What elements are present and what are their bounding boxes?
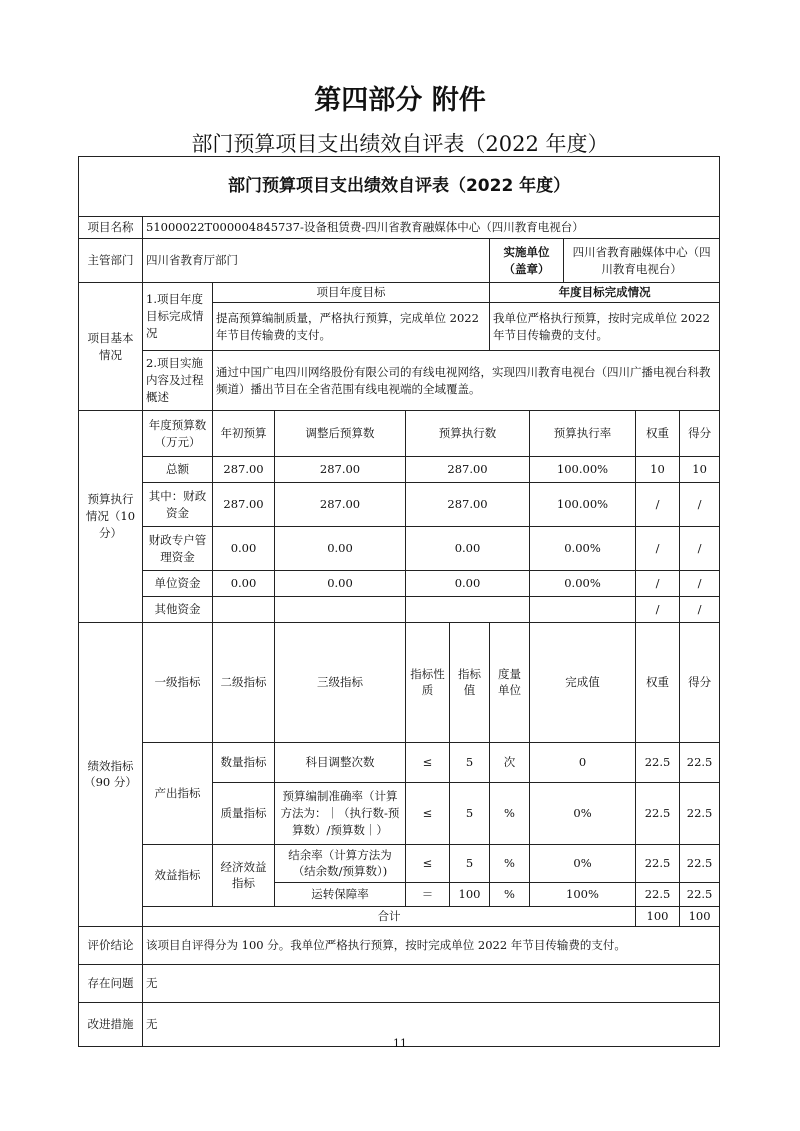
indicator-nature: ≤ xyxy=(406,782,450,844)
budget-initial: 287.00 xyxy=(213,457,275,483)
level2-indicator: 数量指标 xyxy=(213,742,275,782)
indicator-weight: 22.5 xyxy=(636,844,680,882)
indicator-score: 22.5 xyxy=(680,882,720,906)
budget-score: / xyxy=(680,527,720,571)
budget-executed xyxy=(406,597,530,623)
indicator-weight: 22.5 xyxy=(636,742,680,782)
level2-indicator: 质量指标 xyxy=(213,782,275,844)
perf-header: 完成值 xyxy=(530,623,636,743)
indicator-nature: ≤ xyxy=(406,742,450,782)
budget-header: 年初预算 xyxy=(213,411,275,457)
self-evaluation-table xyxy=(78,156,720,1047)
content-label: 2.项目实施内容及过程概述 xyxy=(143,351,213,411)
issues-text: 无 xyxy=(143,964,720,1002)
measures-label: 改进措施 xyxy=(79,1002,143,1046)
budget-header: 年度预算数（万元） xyxy=(143,411,213,457)
perf-header: 度量单位 xyxy=(490,623,530,743)
indicator-nature: ＝ xyxy=(406,882,450,906)
indicator-unit: 次 xyxy=(490,742,530,782)
budget-row-name: 其中：财政资金 xyxy=(143,483,213,527)
goal-completion-label: 1.项目年度目标完成情况 xyxy=(143,283,213,351)
budget-score: 10 xyxy=(680,457,720,483)
impl-unit-value: 四川省教育融媒体中心（四川教育电视台） xyxy=(564,239,720,283)
indicator-actual: 0% xyxy=(530,782,636,844)
goal-text: 提高预算编制质量，严格执行预算，完成单位 2022 年节目传输费的支付。 xyxy=(213,303,490,351)
indicator-unit: % xyxy=(490,782,530,844)
page-number: 11 xyxy=(393,1037,407,1050)
conclusion-text: 该项目自评得分为 100 分。我单位严格执行预算，按时完成单位 2022 年节目传输费的支付。 xyxy=(143,926,720,964)
level3-indicator: 预算编制准确率（计算方法为：｜（执行数-预算数）/预算数｜） xyxy=(275,782,406,844)
budget-row-name: 总额 xyxy=(143,457,213,483)
budget-initial xyxy=(213,597,275,623)
budget-weight: / xyxy=(636,571,680,597)
perf-header: 二级指标 xyxy=(213,623,275,743)
budget-row-name: 其他资金 xyxy=(143,597,213,623)
budget-initial: 0.00 xyxy=(213,527,275,571)
table-title: 部门预算项目支出绩效自评表（2022 年度） xyxy=(79,157,720,217)
budget-adjusted: 287.00 xyxy=(275,457,406,483)
dept-value: 四川省教育厅部门 xyxy=(143,239,490,283)
level3-indicator: 运转保障率 xyxy=(275,882,406,906)
issues-label: 存在问题 xyxy=(79,964,143,1002)
conclusion-label: 评价结论 xyxy=(79,926,143,964)
indicator-score: 22.5 xyxy=(680,782,720,844)
budget-adjusted xyxy=(275,597,406,623)
budget-initial: 287.00 xyxy=(213,483,275,527)
budget-weight: / xyxy=(636,527,680,571)
done-header: 年度目标完成情况 xyxy=(490,283,720,303)
perf-header: 三级指标 xyxy=(275,623,406,743)
basic-info-label: 项目基本情况 xyxy=(79,283,143,411)
perf-header: 权重 xyxy=(636,623,680,743)
total-label: 合计 xyxy=(143,906,636,926)
part-heading: 第四部分 附件 xyxy=(314,85,486,116)
indicator-weight: 22.5 xyxy=(636,782,680,844)
budget-rate: 100.00% xyxy=(530,457,636,483)
budget-weight: / xyxy=(636,597,680,623)
total-score: 100 xyxy=(680,906,720,926)
budget-rate: 0.00% xyxy=(530,571,636,597)
indicator-value: 5 xyxy=(450,844,490,882)
level1-benefit: 效益指标 xyxy=(143,844,213,906)
budget-rate: 100.00% xyxy=(530,483,636,527)
budget-adjusted: 287.00 xyxy=(275,483,406,527)
budget-weight: / xyxy=(636,483,680,527)
budget-adjusted: 0.00 xyxy=(275,527,406,571)
perf-header: 指标性质 xyxy=(406,623,450,743)
level2-indicator: 经济效益指标 xyxy=(213,844,275,906)
content-text: 通过中国广电四川网络股份有限公司的有线电视网络，实现四川教育电视台（四川广播电视台科教频道）播出节目在全省范围有线电视端的全域覆盖。 xyxy=(213,351,720,411)
budget-header: 调整后预算数 xyxy=(275,411,406,457)
perf-header: 指标值 xyxy=(450,623,490,743)
budget-initial: 0.00 xyxy=(213,571,275,597)
indicator-score: 22.5 xyxy=(680,844,720,882)
perf-label: 绩效指标（90 分） xyxy=(79,623,143,927)
budget-score: / xyxy=(680,483,720,527)
level1-output: 产出指标 xyxy=(143,742,213,844)
indicator-actual: 0% xyxy=(530,844,636,882)
indicator-value: 100 xyxy=(450,882,490,906)
budget-header: 预算执行数 xyxy=(406,411,530,457)
budget-score: / xyxy=(680,571,720,597)
level3-indicator: 科目调整次数 xyxy=(275,742,406,782)
budget-row-name: 单位资金 xyxy=(143,571,213,597)
budget-rate xyxy=(530,597,636,623)
budget-label: 预算执行情况（10分） xyxy=(79,411,143,623)
level3-indicator: 结余率（计算方法为（结余数/预算数）) xyxy=(275,844,406,882)
budget-executed: 0.00 xyxy=(406,527,530,571)
indicator-score: 22.5 xyxy=(680,742,720,782)
done-text: 我单位严格执行预算，按时完成单位 2022 年节目传输费的支付。 xyxy=(490,303,720,351)
budget-adjusted: 0.00 xyxy=(275,571,406,597)
indicator-value: 5 xyxy=(450,742,490,782)
budget-header: 预算执行率 xyxy=(530,411,636,457)
budget-executed: 0.00 xyxy=(406,571,530,597)
indicator-actual: 100% xyxy=(530,882,636,906)
goal-header: 项目年度目标 xyxy=(213,283,490,303)
indicator-unit: % xyxy=(490,844,530,882)
total-weight: 100 xyxy=(636,906,680,926)
budget-score: / xyxy=(680,597,720,623)
budget-header: 得分 xyxy=(680,411,720,457)
budget-executed: 287.00 xyxy=(406,457,530,483)
perf-header: 一级指标 xyxy=(143,623,213,743)
indicator-nature: ≤ xyxy=(406,844,450,882)
indicator-value: 5 xyxy=(450,782,490,844)
project-name-value: 51000022T000004845737-设备租赁费-四川省教育融媒体中心（四川教育电视台） xyxy=(143,217,720,239)
dept-label: 主管部门 xyxy=(79,239,143,283)
indicator-unit: % xyxy=(490,882,530,906)
perf-header: 得分 xyxy=(680,623,720,743)
impl-unit-label: 实施单位（盖章） xyxy=(490,239,564,283)
budget-rate: 0.00% xyxy=(530,527,636,571)
budget-executed: 287.00 xyxy=(406,483,530,527)
page-subheading: 部门预算项目支出绩效自评表（2022 年度） xyxy=(191,132,609,156)
project-name-label: 项目名称 xyxy=(79,217,143,239)
measures-text: 无 xyxy=(143,1002,720,1046)
budget-row-name: 财政专户管理资金 xyxy=(143,527,213,571)
indicator-weight: 22.5 xyxy=(636,882,680,906)
budget-weight: 10 xyxy=(636,457,680,483)
indicator-actual: 0 xyxy=(530,742,636,782)
budget-header: 权重 xyxy=(636,411,680,457)
